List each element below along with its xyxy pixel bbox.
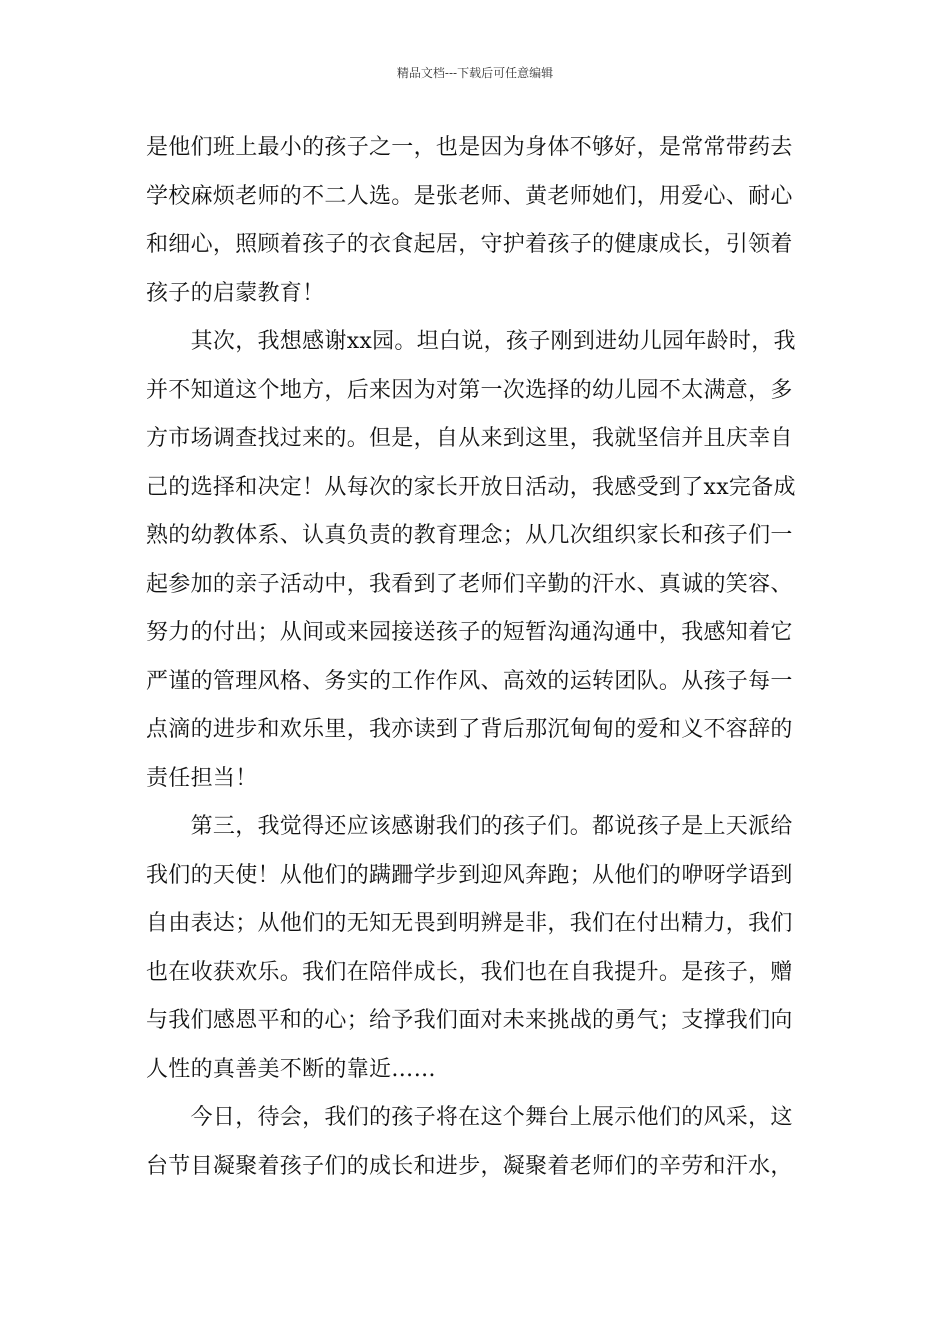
text-line: 第三，我觉得还应该感谢我们的孩子们。都说孩子是上天派给 xyxy=(146,814,793,839)
text-line: 自由表达；从他们的无知无畏到明辨是非，我们在付出精力，我们 xyxy=(146,911,793,936)
text-line: 我们的天使！从他们的蹒跚学步到迎风奔跑；从他们的咿呀学语到 xyxy=(146,862,793,888)
text-line: 今日，待会，我们的孩子将在这个舞台上展示他们的风采，这 xyxy=(146,1105,793,1130)
text-line: 熟的幼教体系、认真负责的教育理念；从几次组织家长和孩子们一 xyxy=(146,523,793,548)
text-line: 并不知道这个地方，后来因为对第一次选择的幼儿园不太满意，多 xyxy=(146,377,793,403)
text-line: 人性的真善美不断的靠近…… xyxy=(146,1056,436,1082)
text-line: 与我们感恩平和的心；给予我们面对未来挑战的勇气；支撑我们向 xyxy=(146,1008,793,1033)
text-line: 台节目凝聚着孩子们的成长和进步，凝聚着老师们的辛劳和汗水， xyxy=(146,1153,793,1179)
text-line: 起参加的亲子活动中，我看到了老师们辛勤的汗水、真诚的笑容、 xyxy=(146,571,793,597)
text-line: 己的选择和决定！从每次的家长开放日活动，我感受到了xx完备成 xyxy=(146,474,796,500)
text-line: 学校麻烦老师的不二人选。是张老师、黄老师她们，用爱心、耐心 xyxy=(146,183,793,209)
text-line: 点滴的进步和欢乐里，我亦读到了背后那沉甸甸的爱和义不容辞的 xyxy=(146,717,793,742)
text-line: 严谨的管理风格、务实的工作作风、高效的运转团队。从孩子每一 xyxy=(146,668,793,694)
text-line: 和细心，照顾着孩子的衣食起居，守护着孩子的健康成长，引领着 xyxy=(146,232,793,257)
text-line: 其次，我想感谢xx园。坦白说，孩子刚到进幼儿园年龄时，我 xyxy=(146,329,796,354)
page-header: 精品文档---下载后可任意编辑 xyxy=(396,66,554,80)
text-line: 孩子的启蒙教育！ xyxy=(146,280,325,306)
text-line: 努力的付出；从间或来园接送孩子的短暂沟通沟通中，我感知着它 xyxy=(146,620,793,645)
body-text xyxy=(146,124,806,1191)
text-line: 方市场调查找过来的。但是，自从来到这里，我就坚信并且庆幸自 xyxy=(146,426,793,451)
text-line: 责任担当！ xyxy=(146,765,258,791)
text-line: 也在收获欢乐。我们在陪伴成长，我们也在自我提升。是孩子，赠 xyxy=(146,959,793,985)
text-line: 是他们班上最小的孩子之一，也是因为身体不够好，是常常带药去 xyxy=(146,135,793,160)
